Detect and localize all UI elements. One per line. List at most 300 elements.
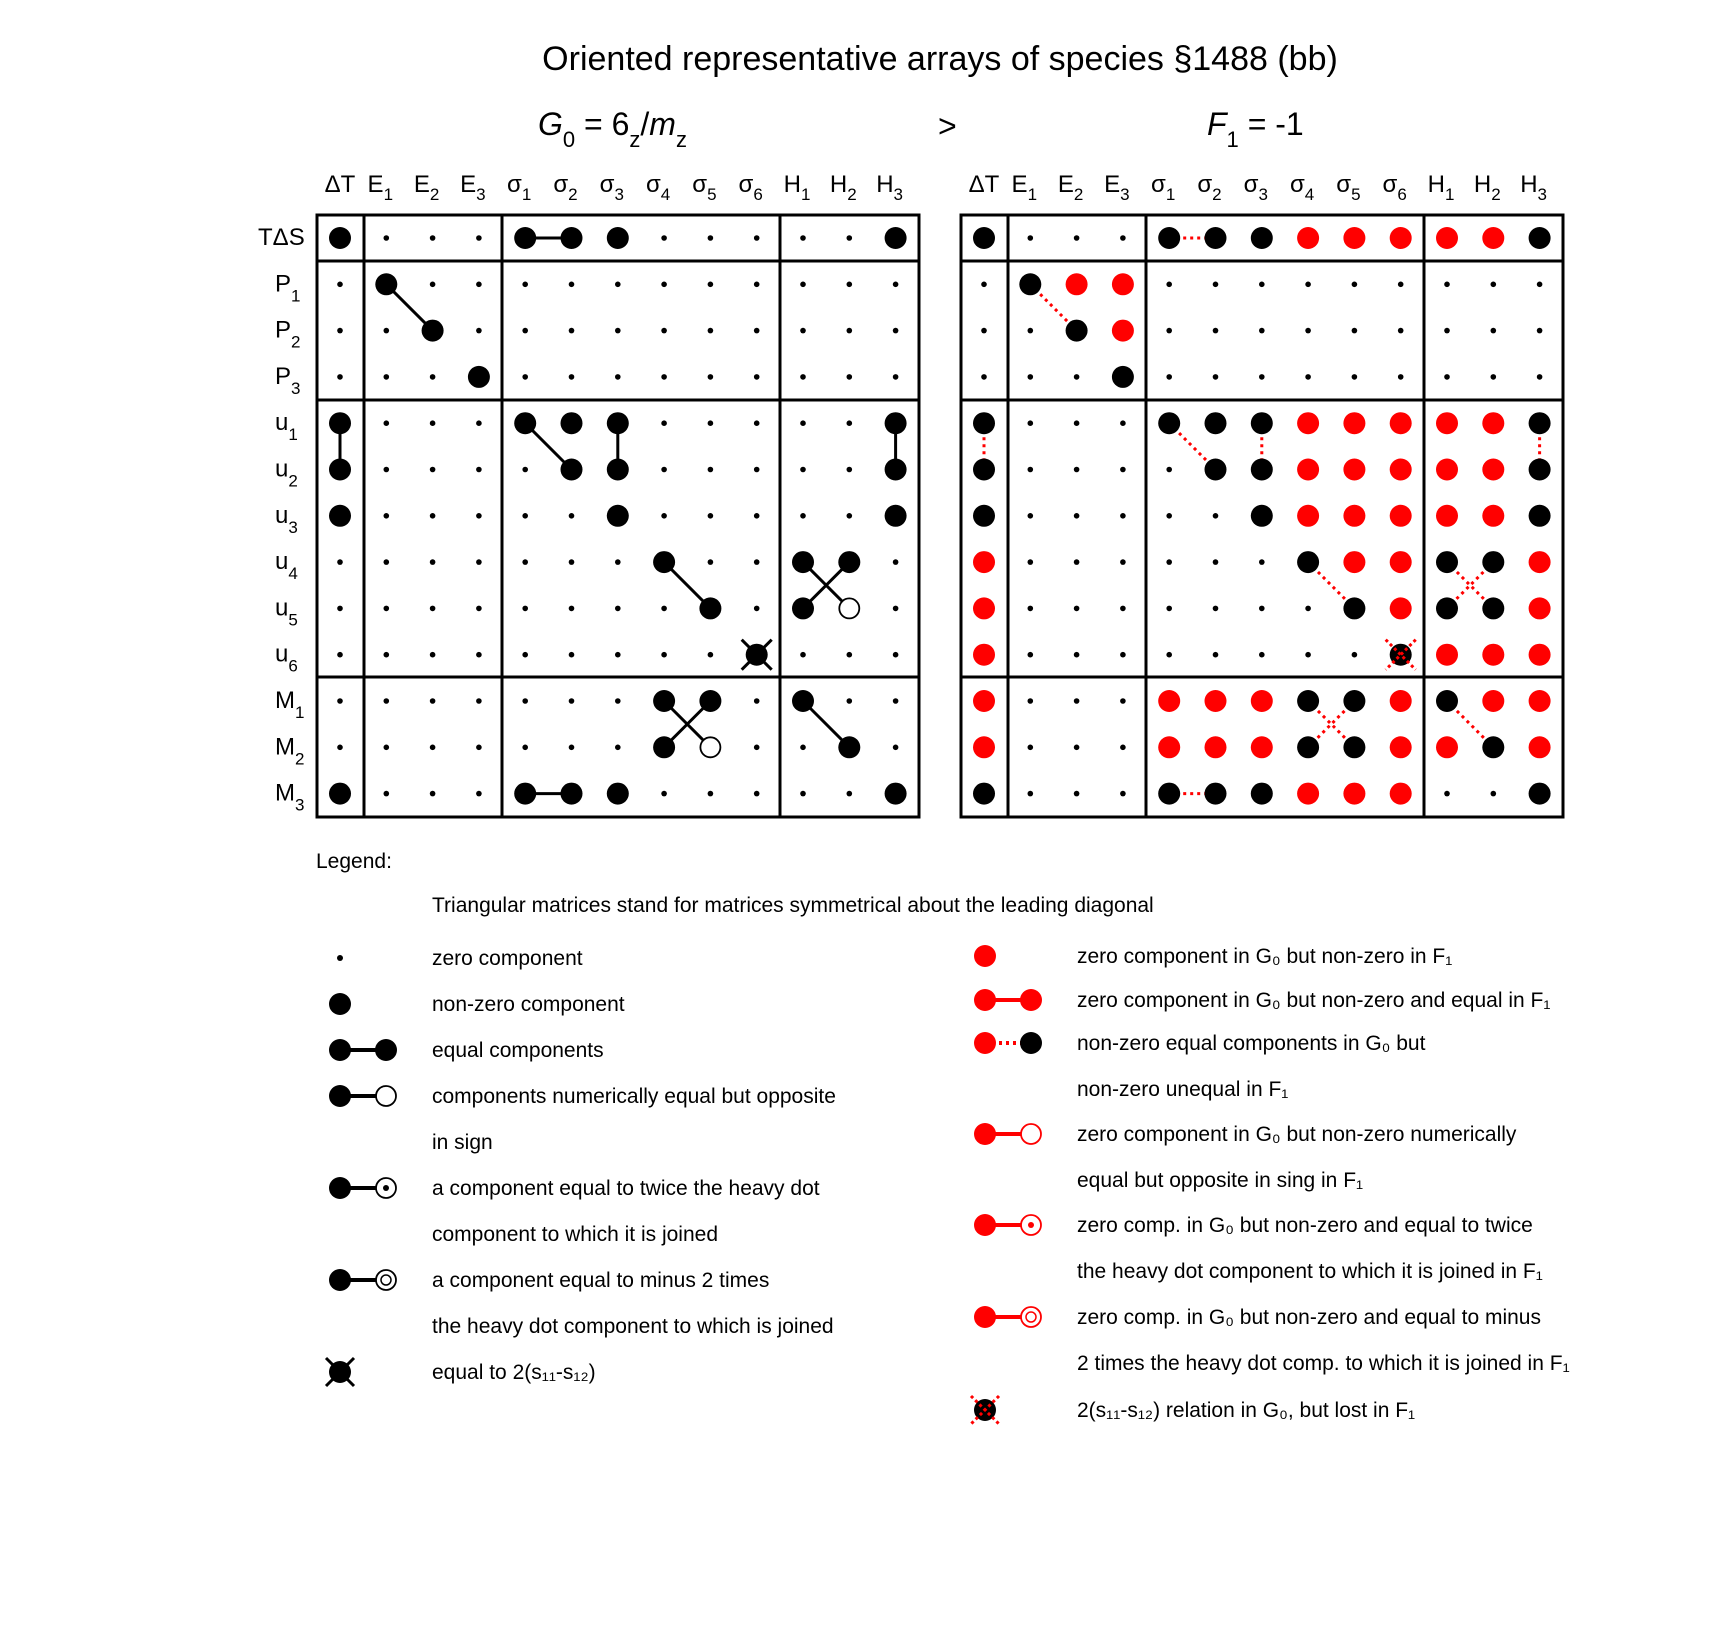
right-red-dot xyxy=(1390,690,1412,712)
right-red-dot xyxy=(1436,505,1458,527)
left-zero-dot xyxy=(615,745,621,751)
left-zero-dot xyxy=(800,652,806,658)
legend-link-start-icon xyxy=(329,1269,351,1291)
left-col-header: $\sigma_3$ xyxy=(599,171,624,204)
right-zero-dot xyxy=(1491,328,1497,334)
right-zero-dot xyxy=(1120,513,1126,519)
row-label: $P_1$ xyxy=(275,270,301,306)
left-zero-dot xyxy=(337,698,343,704)
left-zero-dot xyxy=(754,698,760,704)
right-zero-dot xyxy=(1537,374,1543,380)
right-red-dot xyxy=(1482,412,1504,434)
left-zero-dot xyxy=(522,745,528,751)
left-zero-dot xyxy=(847,467,853,473)
left-zero-dot xyxy=(522,652,528,658)
right-heavy-dot xyxy=(973,783,995,805)
left-heavy-dot xyxy=(514,783,536,805)
left-zero-dot xyxy=(893,328,899,334)
right-heavy-dot xyxy=(973,412,995,434)
legend-right-text: zero comp. in G₀ but non-zero and equal to minus xyxy=(1077,1306,1541,1329)
legend-link-start-icon xyxy=(329,1177,351,1199)
left-zero-dot xyxy=(384,745,390,751)
right-zero-dot xyxy=(1028,791,1034,797)
right-col-header: $\sigma_6$ xyxy=(1382,171,1407,204)
legend-left-text: components numerically equal but opposite xyxy=(432,1085,836,1108)
left-zero-dot xyxy=(569,559,575,565)
right-zero-dot xyxy=(1074,745,1080,751)
left-header-m: m xyxy=(649,106,676,142)
left-heavy-dot xyxy=(422,320,444,342)
right-zero-dot xyxy=(1491,791,1497,797)
right-heavy-dot xyxy=(1529,783,1551,805)
left-zero-dot xyxy=(893,698,899,704)
left-col-header: $E_2$ xyxy=(413,171,440,204)
row-label: $M_3$ xyxy=(275,779,305,815)
right-zero-dot xyxy=(1074,235,1080,241)
left-zero-dot xyxy=(847,652,853,658)
right-heavy-dot xyxy=(1482,597,1504,619)
left-heavy-dot xyxy=(792,597,814,619)
right-red-dot xyxy=(1390,783,1412,805)
legend-left-text: in sign xyxy=(432,1131,493,1154)
left-heavy-dot xyxy=(792,690,814,712)
left-heavy-dot xyxy=(653,736,675,758)
left-open-dot xyxy=(700,737,720,757)
right-matrix-header xyxy=(1207,106,1304,152)
left-col-header: $E_3$ xyxy=(460,171,486,204)
right-zero-dot xyxy=(1259,282,1265,288)
right-header-f-sub: 1 xyxy=(1226,127,1239,152)
left-zero-dot xyxy=(800,791,806,797)
right-zero-dot xyxy=(1213,282,1219,288)
right-col-header: $\sigma_1$ xyxy=(1151,171,1176,204)
left-zero-dot xyxy=(661,513,667,519)
legend-right-text: zero component in G₀ but non-zero numerically xyxy=(1077,1123,1517,1146)
left-zero-dot xyxy=(569,374,575,380)
right-zero-dot xyxy=(1120,606,1126,612)
right-red-dot xyxy=(1158,736,1180,758)
left-zero-dot xyxy=(476,282,482,288)
left-heavy-dot xyxy=(885,459,907,481)
left-zero-dot xyxy=(754,559,760,565)
legend-left-text: a component equal to twice the heavy dot xyxy=(432,1177,820,1200)
right-zero-dot xyxy=(1259,606,1265,612)
legend-right-text: zero comp. in G₀ but non-zero and equal to twice xyxy=(1077,1214,1533,1237)
legend-left-text: a component equal to minus 2 times xyxy=(432,1269,770,1292)
left-zero-dot xyxy=(337,328,343,334)
legend-link-start-icon xyxy=(974,1032,996,1054)
left-col-header: $\sigma_1$ xyxy=(507,171,532,204)
legend-link-end-icon xyxy=(1021,1307,1041,1327)
right-zero-dot xyxy=(1074,652,1080,658)
right-zero-dot xyxy=(1074,420,1080,426)
left-zero-dot xyxy=(708,513,714,519)
right-heavy-dot xyxy=(1251,412,1273,434)
legend-dot-icon xyxy=(329,993,351,1015)
right-zero-dot xyxy=(1305,606,1311,612)
left-zero-dot xyxy=(476,513,482,519)
left-heavy-dot xyxy=(653,551,675,573)
right-zero-dot xyxy=(1028,606,1034,612)
left-zero-dot xyxy=(430,420,436,426)
left-zero-dot xyxy=(476,328,482,334)
left-heavy-dot xyxy=(653,690,675,712)
left-zero-dot xyxy=(847,328,853,334)
left-zero-dot xyxy=(708,559,714,565)
left-zero-dot xyxy=(893,374,899,380)
left-zero-dot xyxy=(384,328,390,334)
left-zero-dot xyxy=(800,420,806,426)
right-red-dot xyxy=(1529,690,1551,712)
left-zero-dot xyxy=(847,235,853,241)
legend-right-text: non-zero equal components in G₀ but xyxy=(1077,1032,1426,1055)
right-zero-dot xyxy=(1213,652,1219,658)
right-zero-dot xyxy=(1074,374,1080,380)
right-zero-dot xyxy=(1074,559,1080,565)
left-zero-dot xyxy=(708,374,714,380)
left-zero-dot xyxy=(847,698,853,704)
right-zero-dot xyxy=(1352,282,1358,288)
right-zero-dot xyxy=(1259,328,1265,334)
left-zero-dot xyxy=(615,282,621,288)
right-col-header: $E_1$ xyxy=(1011,171,1038,204)
right-heavy-dot xyxy=(973,459,995,481)
legend-link-start-icon xyxy=(974,1123,996,1145)
greater-than-sign: > xyxy=(938,108,957,144)
left-zero-dot xyxy=(569,606,575,612)
row-label: $P_3$ xyxy=(275,362,301,398)
legend-link-start-icon xyxy=(974,1306,996,1328)
left-zero-dot xyxy=(754,467,760,473)
right-zero-dot xyxy=(1120,698,1126,704)
right-heavy-dot xyxy=(1251,505,1273,527)
legend-left-text: component to which it is joined xyxy=(432,1223,718,1246)
right-red-dot xyxy=(1390,227,1412,249)
left-zero-dot xyxy=(430,606,436,612)
right-heavy-dot xyxy=(1251,783,1273,805)
left-header-g-sub: 0 xyxy=(562,127,576,152)
left-zero-dot xyxy=(661,652,667,658)
right-zero-dot xyxy=(1398,328,1404,334)
row-label: $P_2$ xyxy=(275,316,301,352)
left-zero-dot xyxy=(430,559,436,565)
right-zero-dot xyxy=(1537,282,1543,288)
left-zero-dot xyxy=(384,698,390,704)
left-zero-dot xyxy=(522,328,528,334)
right-zero-dot xyxy=(1074,467,1080,473)
right-red-dot xyxy=(973,597,995,619)
right-heavy-dot xyxy=(1205,227,1227,249)
right-zero-dot xyxy=(1444,791,1450,797)
left-heavy-dot xyxy=(375,273,397,295)
right-zero-dot xyxy=(1120,652,1126,658)
row-label: $u_2$ xyxy=(275,455,298,491)
left-zero-dot xyxy=(522,513,528,519)
right-zero-dot xyxy=(1166,606,1172,612)
left-zero-dot xyxy=(337,652,343,658)
left-zero-dot xyxy=(615,652,621,658)
row-label: $u_4$ xyxy=(275,548,298,584)
left-heavy-dot xyxy=(561,783,583,805)
right-red-dot xyxy=(1390,597,1412,619)
left-zero-dot xyxy=(754,282,760,288)
right-col-header: $H_1$ xyxy=(1427,171,1455,204)
left-zero-dot xyxy=(893,559,899,565)
right-col-header: ΔT xyxy=(968,171,1000,198)
left-zero-dot xyxy=(522,606,528,612)
right-zero-dot xyxy=(1398,374,1404,380)
left-col-header: $\sigma_5$ xyxy=(692,171,717,204)
legend-note: Triangular matrices stand for matrices symmetrical about the leading diagonal xyxy=(432,894,1154,917)
left-zero-dot xyxy=(754,235,760,241)
left-zero-dot xyxy=(384,652,390,658)
right-zero-dot xyxy=(1120,745,1126,751)
right-zero-dot xyxy=(1166,328,1172,334)
left-zero-dot xyxy=(893,652,899,658)
left-zero-dot xyxy=(384,606,390,612)
left-zero-dot xyxy=(754,328,760,334)
right-col-header: $E_2$ xyxy=(1057,171,1084,204)
right-heavy-dot xyxy=(1436,551,1458,573)
legend-dot-icon xyxy=(974,945,996,967)
right-zero-dot xyxy=(1028,467,1034,473)
right-heavy-dot xyxy=(1297,690,1319,712)
right-zero-dot xyxy=(1028,420,1034,426)
right-red-dot xyxy=(1343,412,1365,434)
left-heavy-dot xyxy=(561,227,583,249)
left-zero-dot xyxy=(661,791,667,797)
right-zero-dot xyxy=(1305,328,1311,334)
right-zero-dot xyxy=(1028,745,1034,751)
right-zero-dot xyxy=(1305,374,1311,380)
right-header-eq: = -1 xyxy=(1238,106,1304,142)
right-zero-dot xyxy=(1166,652,1172,658)
left-zero-dot xyxy=(384,420,390,426)
right-zero-dot xyxy=(1120,235,1126,241)
right-zero-dot xyxy=(1166,559,1172,565)
right-heavy-dot xyxy=(1482,551,1504,573)
left-header-z2: z xyxy=(675,127,687,152)
right-heavy-dot xyxy=(1066,320,1088,342)
right-red-dot xyxy=(1390,412,1412,434)
left-zero-dot xyxy=(476,745,482,751)
legend-link-end-core xyxy=(383,1185,389,1191)
left-matrix-header xyxy=(538,106,687,152)
right-red-dot xyxy=(1343,551,1365,573)
right-red-dot xyxy=(973,551,995,573)
right-heavy-dot xyxy=(1297,736,1319,758)
legend xyxy=(316,850,1570,1424)
left-zero-dot xyxy=(430,513,436,519)
left-heavy-dot xyxy=(514,412,536,434)
right-zero-dot xyxy=(1074,698,1080,704)
right-heavy-dot xyxy=(1251,459,1273,481)
left-zero-dot xyxy=(430,282,436,288)
left-heavy-dot xyxy=(607,227,629,249)
right-red-dot xyxy=(1205,690,1227,712)
left-zero-dot xyxy=(708,467,714,473)
left-zero-dot xyxy=(476,235,482,241)
left-header-g: G xyxy=(538,106,563,142)
left-zero-dot xyxy=(800,513,806,519)
left-zero-dot xyxy=(893,606,899,612)
row-label: $u_1$ xyxy=(275,409,298,445)
left-zero-dot xyxy=(800,374,806,380)
right-zero-dot xyxy=(1305,282,1311,288)
left-zero-dot xyxy=(708,652,714,658)
left-zero-dot xyxy=(337,282,343,288)
right-zero-dot xyxy=(981,328,987,334)
left-zero-dot xyxy=(569,698,575,704)
right-red-dot xyxy=(973,644,995,666)
left-zero-dot xyxy=(615,606,621,612)
right-zero-dot xyxy=(1120,791,1126,797)
right-red-dot xyxy=(1251,690,1273,712)
right-zero-dot xyxy=(1213,513,1219,519)
left-zero-dot xyxy=(384,791,390,797)
row-label: $M_1$ xyxy=(275,687,305,722)
left-heavy-dot xyxy=(329,227,351,249)
left-zero-dot xyxy=(384,374,390,380)
left-col-header: $\sigma_2$ xyxy=(553,171,578,204)
right-zero-dot xyxy=(1120,467,1126,473)
right-heavy-dot xyxy=(1158,412,1180,434)
left-zero-dot xyxy=(800,745,806,751)
right-red-dot xyxy=(1297,459,1319,481)
right-col-header: $H_3$ xyxy=(1520,171,1548,204)
left-heavy-dot xyxy=(699,597,721,619)
right-col-header: $\sigma_5$ xyxy=(1336,171,1361,204)
right-heavy-dot xyxy=(1529,505,1551,527)
legend-right-text: equal but opposite in sing in F₁ xyxy=(1077,1169,1364,1192)
legend-link-start-icon xyxy=(329,1085,351,1107)
right-heavy-dot xyxy=(1251,227,1273,249)
left-zero-dot xyxy=(337,606,343,612)
left-heavy-dot xyxy=(329,459,351,481)
left-col-header: ΔT xyxy=(324,171,356,198)
left-zero-dot xyxy=(800,467,806,473)
right-zero-dot xyxy=(1491,282,1497,288)
left-heavy-dot xyxy=(607,783,629,805)
right-red-dot xyxy=(1158,690,1180,712)
right-zero-dot xyxy=(981,374,987,380)
left-heavy-dot xyxy=(792,551,814,573)
right-zero-dot xyxy=(1444,328,1450,334)
left-zero-dot xyxy=(430,374,436,380)
left-heavy-dot xyxy=(838,736,860,758)
left-heavy-dot xyxy=(885,783,907,805)
legend-left-text: the heavy dot component to which is joined xyxy=(432,1315,834,1338)
left-zero-dot xyxy=(708,235,714,241)
left-zero-dot xyxy=(476,698,482,704)
right-zero-dot xyxy=(1028,374,1034,380)
left-zero-dot xyxy=(569,745,575,751)
left-zero-dot xyxy=(615,328,621,334)
legend-link-end-icon xyxy=(376,1270,396,1290)
right-red-dot xyxy=(1529,597,1551,619)
right-zero-dot xyxy=(1259,652,1265,658)
right-col-header: $\sigma_3$ xyxy=(1243,171,1268,204)
legend-link-end-icon xyxy=(1020,1032,1042,1054)
left-zero-dot xyxy=(800,328,806,334)
legend-right-text: 2(s₁₁-s₁₂) relation in G₀, but lost in F₁ xyxy=(1077,1399,1416,1422)
right-red-dot xyxy=(1066,273,1088,295)
right-zero-dot xyxy=(1074,606,1080,612)
right-col-header: $H_2$ xyxy=(1473,171,1501,204)
left-heavy-dot xyxy=(607,459,629,481)
right-red-dot xyxy=(1297,227,1319,249)
right-zero-dot xyxy=(1444,282,1450,288)
legend-link-start-icon xyxy=(974,989,996,1011)
left-zero-dot xyxy=(754,374,760,380)
right-red-dot xyxy=(1436,736,1458,758)
left-heavy-dot xyxy=(561,412,583,434)
right-zero-dot xyxy=(1491,374,1497,380)
right-zero-dot xyxy=(1074,513,1080,519)
right-heavy-dot xyxy=(1019,273,1041,295)
right-zero-dot xyxy=(1028,513,1034,519)
left-zero-dot xyxy=(847,420,853,426)
left-zero-dot xyxy=(661,235,667,241)
left-heavy-dot xyxy=(699,690,721,712)
legend-link-start-icon xyxy=(329,1039,351,1061)
right-heavy-dot xyxy=(1158,783,1180,805)
left-zero-dot xyxy=(569,328,575,334)
right-red-dot xyxy=(1343,783,1365,805)
left-zero-dot xyxy=(661,606,667,612)
left-heavy-dot xyxy=(885,227,907,249)
right-red-dot xyxy=(1436,412,1458,434)
legend-right-text: non-zero unequal in F₁ xyxy=(1077,1078,1289,1101)
left-zero-dot xyxy=(708,420,714,426)
left-zero-dot xyxy=(476,559,482,565)
left-zero-dot xyxy=(430,745,436,751)
right-zero-dot xyxy=(1213,606,1219,612)
right-heavy-dot xyxy=(1529,227,1551,249)
left-zero-dot xyxy=(615,374,621,380)
legend-link-end-icon xyxy=(1020,989,1042,1011)
right-matrix xyxy=(961,171,1563,817)
right-red-dot xyxy=(1297,505,1319,527)
left-zero-dot xyxy=(476,606,482,612)
figure-title: Oriented representative arrays of species §1488 (bb) xyxy=(542,40,1338,78)
right-red-dot xyxy=(1297,783,1319,805)
left-zero-dot xyxy=(615,559,621,565)
left-zero-dot xyxy=(430,652,436,658)
right-zero-dot xyxy=(1120,420,1126,426)
right-zero-dot xyxy=(1028,328,1034,334)
left-zero-dot xyxy=(384,467,390,473)
left-zero-dot xyxy=(384,513,390,519)
left-zero-dot xyxy=(754,420,760,426)
row-labels xyxy=(258,224,305,815)
legend-right-text: zero component in G₀ but non-zero in F₁ xyxy=(1077,945,1453,968)
right-zero-dot xyxy=(1213,328,1219,334)
left-zero-dot xyxy=(754,791,760,797)
right-zero-dot xyxy=(1444,374,1450,380)
right-heavy-dot xyxy=(1205,412,1227,434)
legend-heading: Legend: xyxy=(316,850,392,873)
right-heavy-dot xyxy=(1343,597,1365,619)
left-zero-dot xyxy=(847,374,853,380)
left-col-header: $H_2$ xyxy=(829,171,857,204)
right-col-header: $\sigma_4$ xyxy=(1289,171,1315,204)
right-zero-dot xyxy=(1305,652,1311,658)
legend-link-end-icon xyxy=(375,1039,397,1061)
left-zero-dot xyxy=(708,791,714,797)
left-zero-dot xyxy=(522,698,528,704)
left-zero-dot xyxy=(569,513,575,519)
